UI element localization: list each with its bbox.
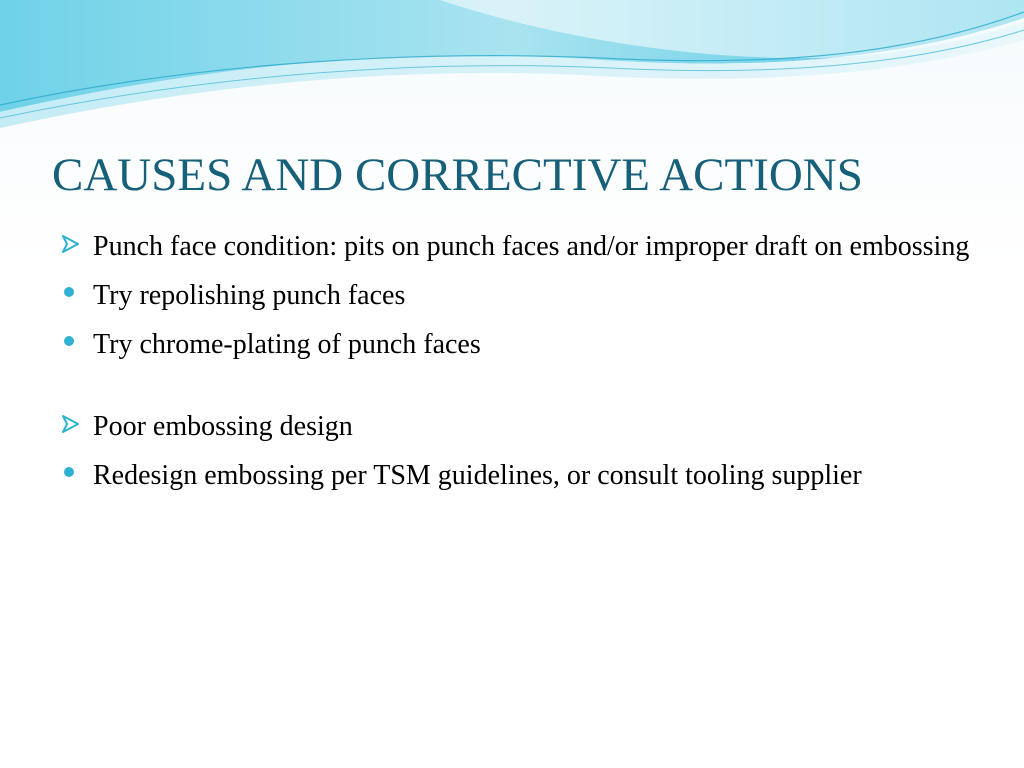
list-item-text: Redesign embossing per TSM guidelines, or consult tooling supplier [93, 460, 862, 491]
list-item [60, 455, 980, 496]
list-item [60, 226, 980, 267]
dot-bullet-icon [60, 324, 88, 365]
bullet-list [60, 226, 980, 504]
list-item-text: Poor embossing design [93, 411, 353, 442]
list-item [60, 324, 980, 365]
arrow-bullet-icon [60, 226, 88, 267]
list-item-text: Try repolishing punch faces [93, 280, 406, 311]
slide-title: CAUSES AND CORRECTIVE ACTIONS [52, 149, 863, 201]
list-item-text: Punch face condition: pits on punch faces and/or improper draft on embossing [93, 231, 970, 262]
dot-bullet-icon [60, 455, 88, 496]
dot-bullet-icon [60, 275, 88, 316]
arrow-bullet-icon [60, 406, 88, 447]
list-item [60, 406, 980, 447]
list-item [60, 275, 980, 316]
list-item-text: Try chrome-plating of punch faces [93, 329, 481, 360]
decorative-wave-header [0, 0, 1024, 130]
